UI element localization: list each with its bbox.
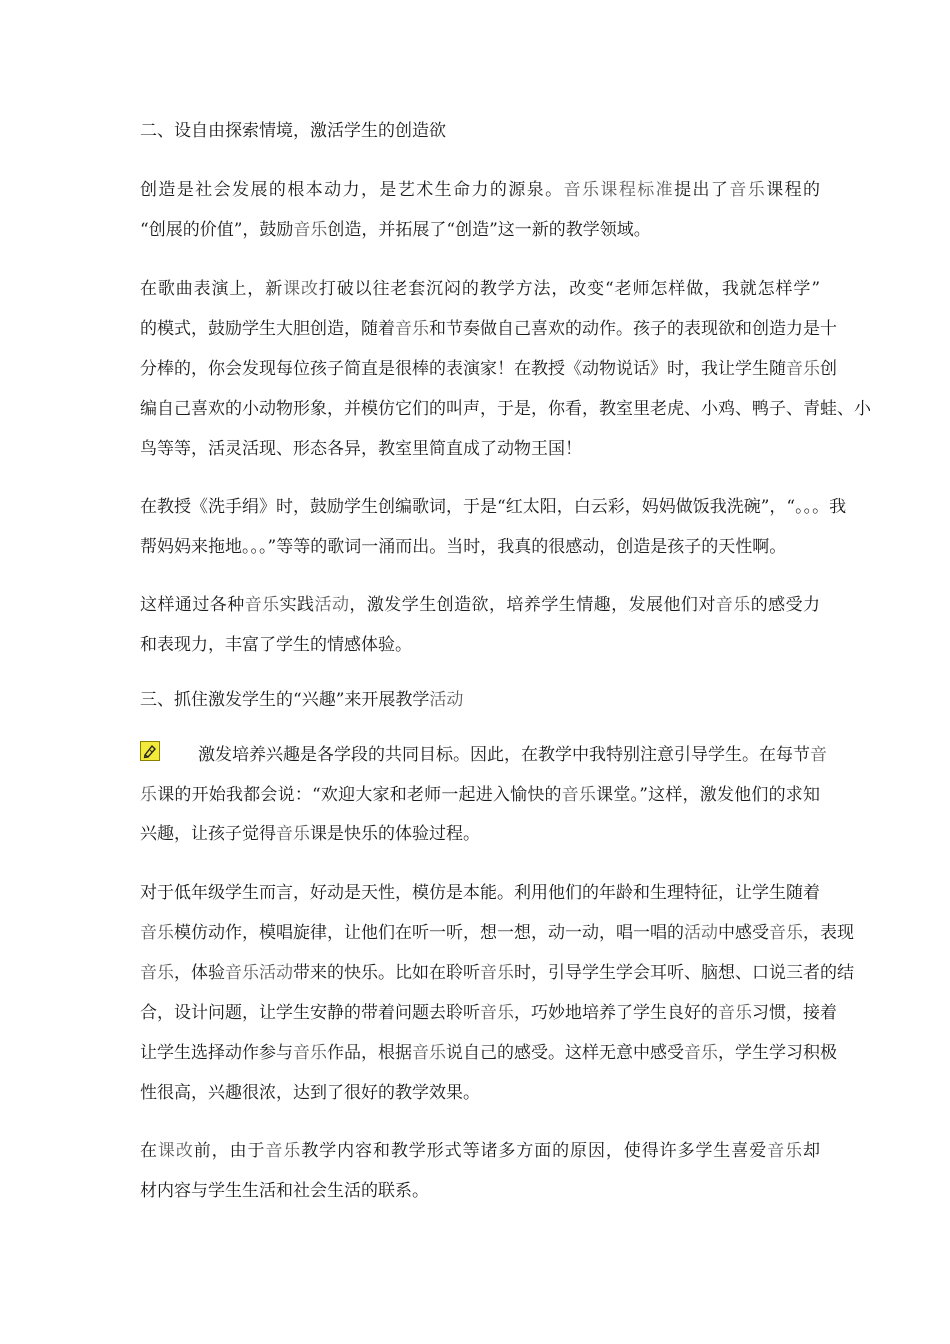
text-link[interactable]: 音乐 (395, 319, 429, 339)
paragraph-line (140, 275, 820, 303)
heading-text: 二、设自由探索情境，激活学生的创造欲 (140, 121, 446, 141)
heading-section-2 (140, 117, 820, 145)
paragraph-line (140, 879, 820, 907)
text-run: 的感受力 (750, 595, 821, 615)
paragraph-line (140, 781, 820, 809)
text-run: 和表现力，丰富了学生的情感体验。 (140, 635, 412, 655)
paragraph-line (140, 820, 820, 848)
text-link[interactable]: 音乐 (140, 923, 174, 943)
text-run: 课程的 (766, 180, 821, 200)
text-link[interactable]: 音乐 (293, 220, 328, 240)
text-link[interactable]: 活动 (684, 923, 718, 943)
paragraph-line (140, 1039, 837, 1067)
text-run: 却 (803, 1141, 821, 1161)
paragraph-line (140, 591, 820, 619)
text-link[interactable]: 音乐 (276, 824, 310, 844)
paragraph-line (140, 355, 837, 383)
text-link[interactable]: 音乐 (729, 180, 767, 200)
text-run: 创造是社会发展的根本动力，是艺术生命力的源泉。 (140, 180, 564, 200)
paragraph-line (140, 1177, 820, 1205)
text-link[interactable]: 音乐 (412, 1043, 446, 1063)
text-run: 和节奏做自己喜欢的动作。孩子的表现欲和创造力是十 (429, 319, 837, 339)
text-run: 创 (820, 359, 837, 379)
text-run: 兴趣，让孩子觉得 (140, 824, 276, 844)
text-run: 打破以往老套沉闷的教学方法，改变“老师怎样做，我就怎样学” (318, 279, 821, 299)
text-link[interactable]: 音乐 (684, 1043, 718, 1063)
text-run: 时，引导学生学会耳听、脑想、口说三者的结 (514, 963, 854, 983)
text-run: 在教授《洗手绢》时，鼓励学生创编歌词，于是“红太阳，白云彩，妈妈做饭我洗碗”，“。。。我 (140, 497, 847, 517)
text-run: ，巧妙地培养了学生良好的 (514, 1003, 718, 1023)
heading-section-3 (140, 686, 820, 714)
paragraph-line (140, 1137, 820, 1165)
text-link[interactable]: 课改 (157, 1141, 194, 1161)
text-run: 中感受 (718, 923, 769, 943)
text-link[interactable]: 音乐 (244, 595, 280, 615)
text-run: 课堂。”这样，激发他们的求知 (596, 785, 820, 805)
text-link[interactable]: 音乐 (293, 1043, 327, 1063)
text-link[interactable]: 音乐 (786, 359, 820, 379)
edit-marker-glyph (141, 742, 159, 760)
text-run: “创展的价值”，鼓励 (140, 220, 294, 240)
text-link[interactable]: 音乐 (561, 785, 597, 805)
text-run: 编自己喜欢的小动物形象，并模仿它们的叫声，于是，你看，教室里老虎、小鸡、鸭子、青蛙、小 (140, 399, 871, 419)
text-link[interactable]: 活动 (314, 595, 350, 615)
text-run: 这样通过各种 (140, 595, 245, 615)
text-run: 前，由于 (193, 1141, 266, 1161)
text-link[interactable]: 音乐 (480, 963, 514, 983)
text-link[interactable]: 音乐 (140, 963, 174, 983)
text-run: 在 (140, 1141, 158, 1161)
text-run: ，学生学习积极 (718, 1043, 837, 1063)
text-run: 习惯，接着 (752, 1003, 837, 1023)
paragraph-line (140, 919, 854, 947)
text-run: ，激发学生创造欲，培养学生情趣，发展他们对 (349, 595, 716, 615)
text-run: 材内容与学生生活和社会生活的联系。 (140, 1181, 429, 1201)
text-link[interactable]: 音乐课程标准 (563, 180, 675, 200)
text-link[interactable]: 音乐 (769, 923, 803, 943)
text-run: 激发培养兴趣是各学段的共同目标。因此，在教学中我特别注意引导学生。在每节 (198, 745, 810, 765)
text-link[interactable]: 音 (810, 745, 827, 765)
text-run: 鸟等等，活灵活现、形态各异，教室里简直成了动物王国！ (140, 439, 582, 459)
text-run: 带来的快乐。比如在聆听 (293, 963, 480, 983)
text-run: 说自己的感受。这样无意中感受 (446, 1043, 684, 1063)
paragraph-line (140, 533, 820, 561)
text-run: 提出了 (674, 180, 730, 200)
text-link[interactable]: 音乐 (715, 595, 751, 615)
text-run: 作品，根据 (327, 1043, 412, 1063)
text-link[interactable]: 音乐 (718, 1003, 752, 1023)
text-run: 课是快乐的体验过程。 (310, 824, 480, 844)
paragraph-line (140, 395, 871, 423)
text-run: 在歌曲表演上，新 (140, 279, 284, 299)
paragraph-line (140, 493, 847, 521)
text-run: 对于低年级学生而言，好动是天性，模仿是本能。利用他们的年龄和生理特征，让学生随着 (140, 883, 820, 903)
text-run: ，表现 (803, 923, 854, 943)
text-run: 实践 (279, 595, 315, 615)
text-run: 三、抓住激发学生的“兴趣”来开展教学 (140, 690, 430, 710)
text-run: 创造，并拓展了“创造”这一新的教学领域。 (327, 220, 651, 240)
paragraph-line (140, 176, 820, 204)
text-link[interactable]: 音乐活动 (225, 963, 293, 983)
edit-marker-icon[interactable] (140, 741, 160, 761)
text-run: 性很高，兴趣很浓，达到了很好的教学效果。 (140, 1083, 480, 1103)
paragraph-line (140, 631, 820, 659)
text-link[interactable]: 乐 (140, 785, 158, 805)
paragraph-line (140, 216, 820, 244)
text-run: 的模式，鼓励学生大胆创造，随着 (140, 319, 395, 339)
text-link[interactable]: 音乐 (480, 1003, 514, 1023)
paragraph-line (140, 1079, 820, 1107)
text-link[interactable]: 活动 (429, 690, 464, 710)
text-link[interactable]: 音乐 (767, 1141, 804, 1161)
paragraph-line (140, 999, 837, 1027)
paragraph-line (140, 435, 820, 463)
paragraph-line (140, 315, 837, 343)
paragraph-line (198, 741, 827, 769)
text-run: ，体验 (174, 963, 225, 983)
text-run: 让学生选择动作参与 (140, 1043, 293, 1063)
text-run: 合，设计问题，让学生安静的带着问题去聆听 (140, 1003, 480, 1023)
text-run: 帮妈妈来拖地。。。”等等的歌词一涌而出。当时，我真的很感动，创造是孩子的天性啊。 (140, 537, 787, 557)
text-link[interactable]: 课改 (283, 279, 319, 299)
text-run: 教学内容和教学形式等诸多方面的原因，使得许多学生喜爱 (301, 1141, 768, 1161)
text-link[interactable]: 音乐 (265, 1141, 302, 1161)
text-run: 分棒的，你会发现每位孩子简直是很棒的表演家！在教授《动物说话》时，我让学生随 (140, 359, 786, 379)
text-run: 模仿动作，模唱旋律，让他们在听一听，想一想，动一动，唱一唱的 (174, 923, 684, 943)
text-run: 课的开始我都会说：“欢迎大家和老师一起进入愉快的 (157, 785, 562, 805)
paragraph-line (140, 959, 854, 987)
